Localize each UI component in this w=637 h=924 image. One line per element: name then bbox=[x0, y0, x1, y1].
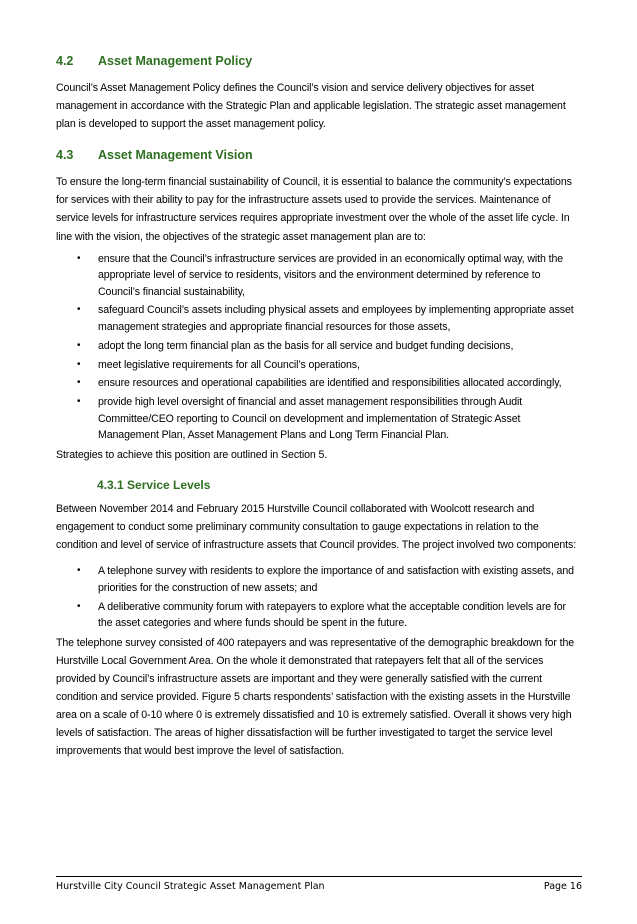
bullet-icon: • bbox=[77, 377, 81, 389]
list-item: • ensure resources and operational capabilities are identified and responsibilities allocated accordingly, bbox=[56, 375, 582, 392]
bullet-icon: • bbox=[77, 252, 81, 264]
page-content bbox=[56, 52, 582, 761]
list-item: • A telephone survey with residents to explore the importance of and satisfaction with existing assets, and priorities for the construction of new assets; and bbox=[77, 565, 574, 594]
list-item: • safeguard Council’s assets including physical assets and employees by implementing appropriate asset management strategies and appropriate financial resources for those assets, bbox=[77, 304, 574, 333]
objectives-list bbox=[56, 251, 582, 444]
section-number: 4.3 bbox=[56, 148, 74, 163]
components-list bbox=[56, 563, 582, 631]
list-item: • provide high level oversight of financial and asset management responsibilities through Audit Committee/CEO reporting to Council on development and implementation of Strategic Asset Management Plan, Asset Management Plans and Long Term Financial Plan. bbox=[77, 396, 523, 442]
list-item: • A deliberative community forum with ratepayers to explore what the acceptable condition levels are for the asset categories and where funds should be spent in the future. bbox=[77, 600, 566, 630]
section-title: Asset Management Policy bbox=[98, 54, 253, 68]
list-item: • adopt the long term financial plan as the basis for all service and budget funding decisions, bbox=[56, 338, 582, 355]
footer-document-title: Hurstville City Council Strategic Asset Management Plan bbox=[56, 881, 325, 892]
consultation-paragraph: Between November 2014 and February 2015 Hurstville Council collaborated with Woolcott research and engagement to conduct some preliminary community consultation to gauge expectations in relation to the condition and level of service of infrastructure assets that Council provides. The project involved two components: bbox=[56, 503, 577, 552]
bullet-icon: • bbox=[77, 600, 81, 612]
bullet-icon: • bbox=[77, 304, 81, 316]
list-item: • ensure that the Council’s infrastructure services are provided in an economically optimal way, with the appropriate level of service to residents, visitors and the environment determined by reference to Council’s financial sustainability, bbox=[77, 252, 564, 298]
section-heading-4-3 bbox=[56, 146, 582, 164]
bullet-icon: • bbox=[77, 358, 81, 370]
bullet-icon: • bbox=[77, 565, 81, 577]
bullet-icon: • bbox=[77, 339, 81, 351]
section-number: 4.2 bbox=[56, 54, 74, 68]
strategies-note: Strategies to achieve this position are outlined in Section 5. bbox=[56, 448, 328, 461]
vision-paragraph: To ensure the long-term financial sustainability of Council, it is essential to balance the community’s expectations for services with their ability to pay for the infrastructure assets used to provide the services. Maintenance of service levels for infrastructure services requires appropriate investment over the whole of the asset life cycle. In line with the vision, the objectives of the strategic asset management plan are to: bbox=[56, 176, 572, 243]
subsection-heading-4-3-1: 4.3.1 Service Levels bbox=[97, 478, 211, 493]
bullet-icon: • bbox=[77, 396, 81, 408]
page-footer bbox=[56, 876, 582, 893]
section-heading-4-2 bbox=[56, 52, 582, 70]
list-item: • meet legislative requirements for all Council’s operations, bbox=[56, 357, 582, 374]
footer-page-number: Page 16 bbox=[543, 881, 582, 892]
survey-paragraph: The telephone survey consisted of 400 ratepayers and was representative of the demographic breakdown for the Hurstville Local Government Area. On the whole it demonstrated that ratepayers felt that all of the services provided by Council’s infrastructure assets are important and they were generally satisfied with the current condition and service provided. Figure 5 charts respondents’ satisfaction with the existing assets in the Hurstville area on a scale of 0-10 where 0 is extremely dissatisfied and 10 is extremely satisfied. Overall it shows very high levels of satisfaction. The areas of higher dissatisfaction will be further investigated to target the service level improvements that would best improve the level of satisfaction. bbox=[56, 636, 575, 758]
section-title: Asset Management Vision bbox=[98, 148, 253, 163]
policy-paragraph: Council’s Asset Management Policy defines the Council’s vision and service delivery objectives for asset management in accordance with the Strategic Plan and applicable legislation. The strategic asset management plan is developed to support the asset management policy. bbox=[56, 82, 566, 131]
